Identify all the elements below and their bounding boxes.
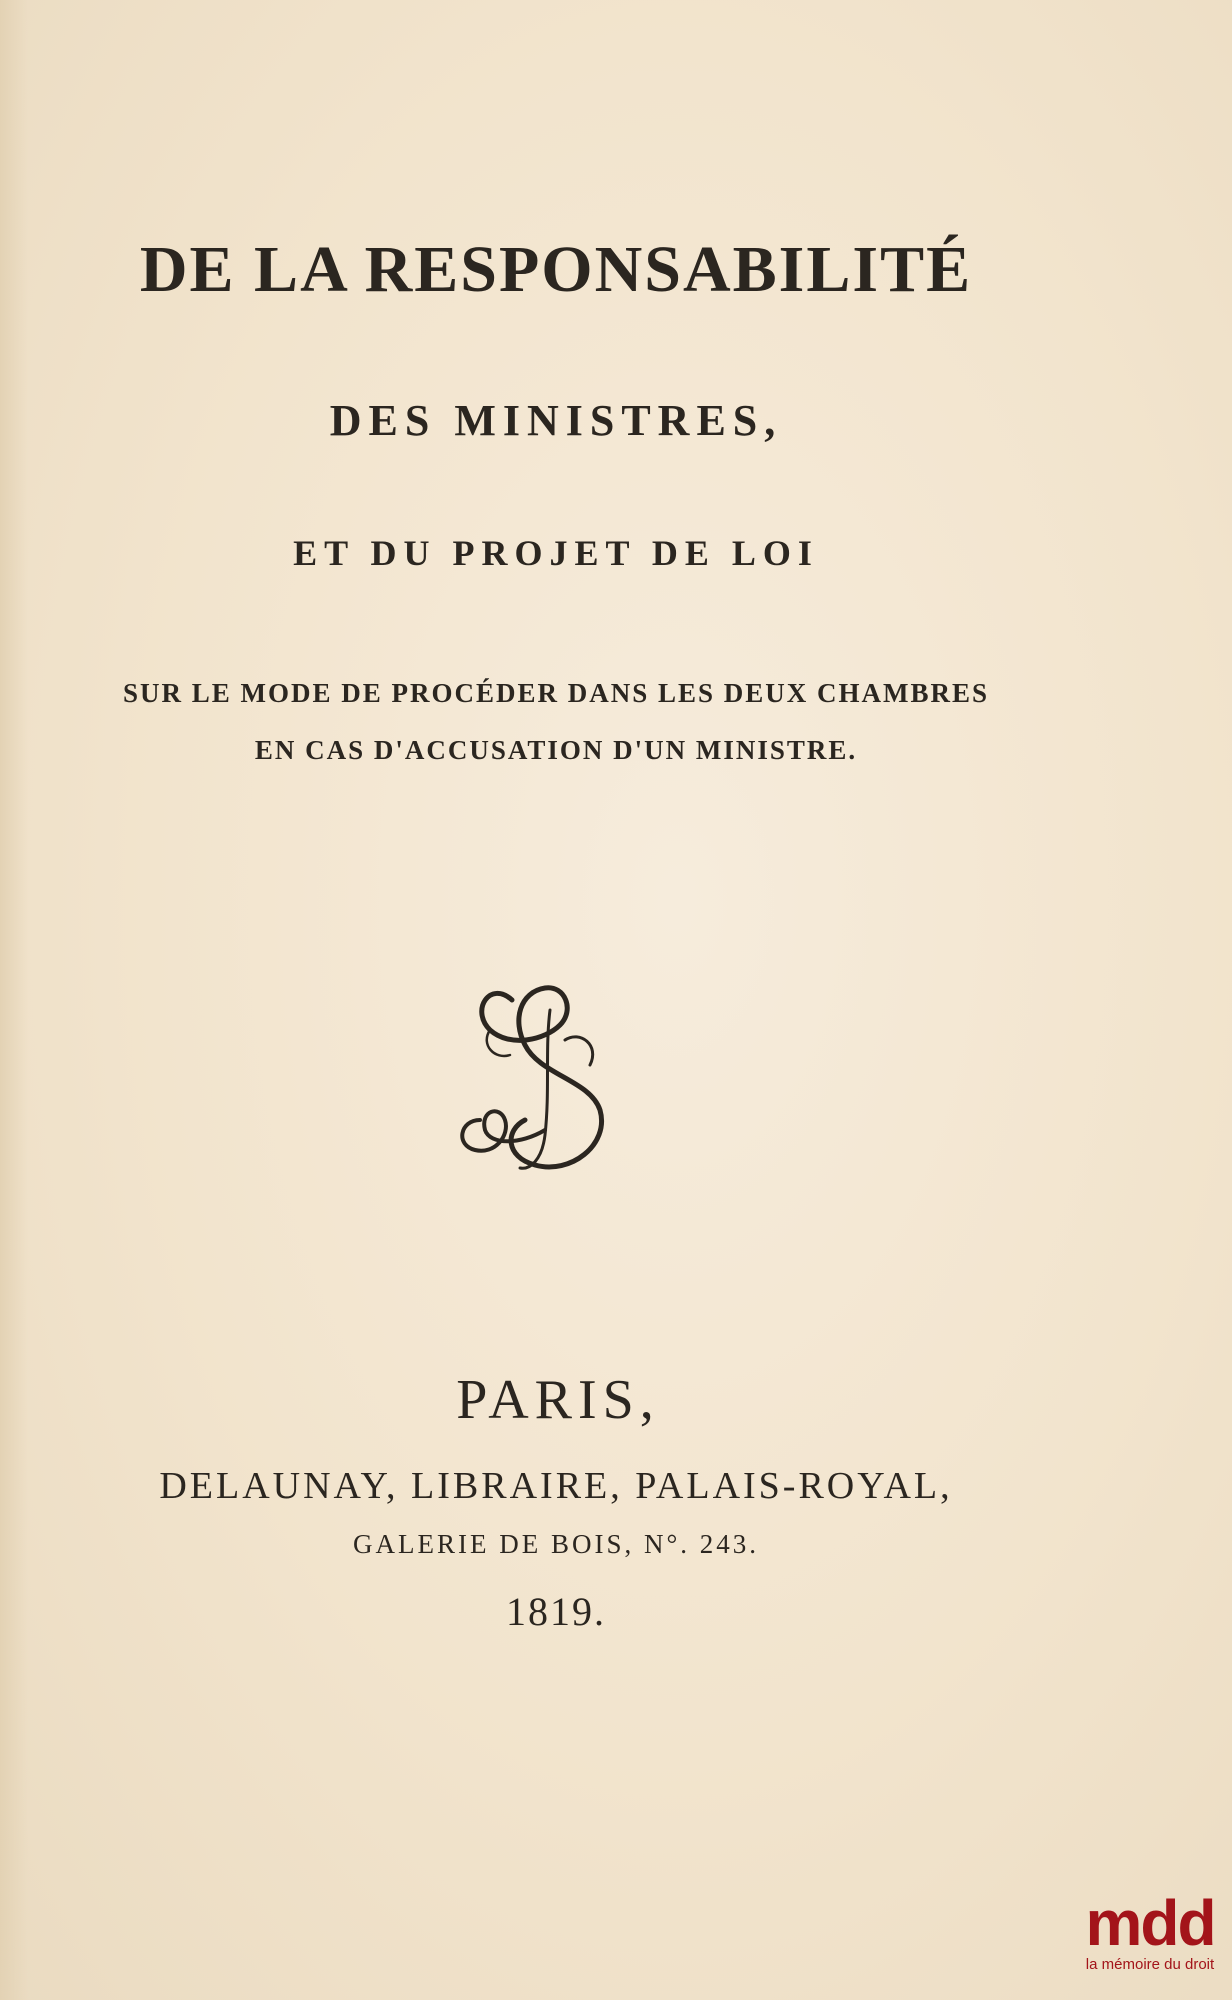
mdd-logo [1072, 1888, 1228, 1996]
logo-mark: mdd [1085, 1887, 1215, 1959]
title-line-2: DES MINISTRES, [329, 396, 783, 445]
monogram-ornament-icon [450, 970, 630, 1180]
logo-tagline: la mémoire du droit [1085, 1956, 1215, 1973]
imprint-publisher: DELAUNAY, LIBRAIRE, PALAIS-ROYAL, [159, 1465, 953, 1507]
title-line-1: DE LA RESPONSABILITÉ [139, 233, 973, 306]
subtitle-line-2: EN CAS D'ACCUSATION D'UN MINISTRE. [254, 735, 858, 765]
imprint-year: 1819. [506, 1589, 606, 1634]
subtitle-line-1: SUR LE MODE DE PROCÉDER DANS LES DEUX CHAMBRES [122, 678, 990, 708]
title-line-3: ET DU PROJET DE LOI [293, 533, 819, 573]
imprint-address: GALERIE DE BOIS, N°. 243. [352, 1529, 760, 1559]
imprint-city: PARIS, [456, 1369, 660, 1431]
